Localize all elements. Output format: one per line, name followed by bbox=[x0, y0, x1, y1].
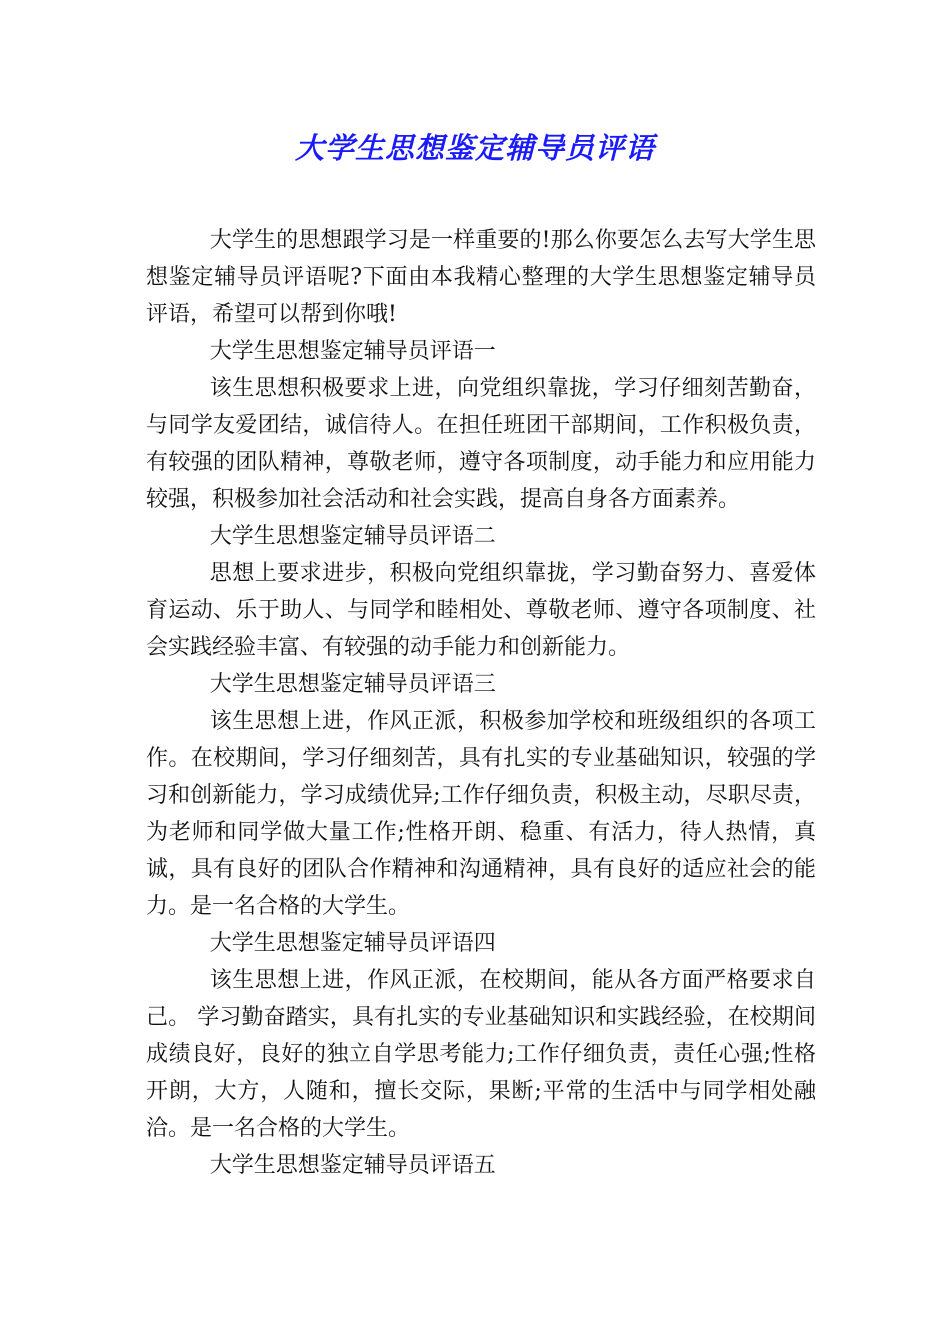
document-title: 大学生思想鉴定辅导员评语 bbox=[294, 131, 655, 165]
document-body bbox=[146, 222, 816, 1184]
section-heading-2: 大学生思想鉴定辅导员评语二 bbox=[209, 524, 496, 549]
section-paragraph-3: 该生思想上进，作风正派，积极参加学校和班级组织的各项工作。在校期间，学习仔细刻苦，具有扎实的专业基础知识，较强的学习和创新能力，学习成绩优异;工作仔细负责，积极主动，尽职尽责，为老师和同学做大量工作;性格开朗、稳重、有活力，待人热情，真诚，具有良好的团队合作精神和沟通精神，具有良好的适应社会的能力。是一名合格的大学生。 bbox=[146, 709, 816, 919]
section-heading-4: 大学生思想鉴定辅导员评语四 bbox=[209, 931, 496, 956]
section-paragraph-4: 该生思想上进，作风正派，在校期间，能从各方面严格要求自己。 学习勤奋踏实，具有扎实的专业基础知识和实践经验，在校期间成绩良好，良好的独立自学思考能力;工作仔细负责，责任心强;性格开朗，大方，人随和，擅长交际，果断;平常的生活中与同学相处融洽。是一名合格的大学生。 bbox=[146, 968, 816, 1141]
section-heading-1: 大学生思想鉴定辅导员评语一 bbox=[209, 339, 496, 364]
section-paragraph-1: 该生思想积极要求上进，向党组织靠拢，学习仔细刻苦勤奋，与同学友爱团结，诚信待人。在担任班团干部期间，工作积极负责，有较强的团队精神，尊敬老师，遵守各项制度，动手能力和应用能力较强，积极参加社会活动和社会实践，提高自身各方面素养。 bbox=[146, 376, 816, 512]
section-heading-5: 大学生思想鉴定辅导员评语五 bbox=[209, 1153, 496, 1178]
section-paragraph-2: 思想上要求进步，积极向党组织靠拢，学习勤奋努力、喜爱体育运动、乐于助人、与同学和睦相处、尊敬老师、遵守各项制度、社会实践经验丰富、有较强的动手能力和创新能力。 bbox=[146, 561, 816, 660]
intro-paragraph: 大学生的思想跟学习是一样重要的!那么你要怎么去写大学生思想鉴定辅导员评语呢?下面由本我精心整理的大学生思想鉴定辅导员评语，希望可以帮到你哦! bbox=[146, 228, 816, 327]
section-heading-3: 大学生思想鉴定辅导员评语三 bbox=[209, 672, 496, 697]
